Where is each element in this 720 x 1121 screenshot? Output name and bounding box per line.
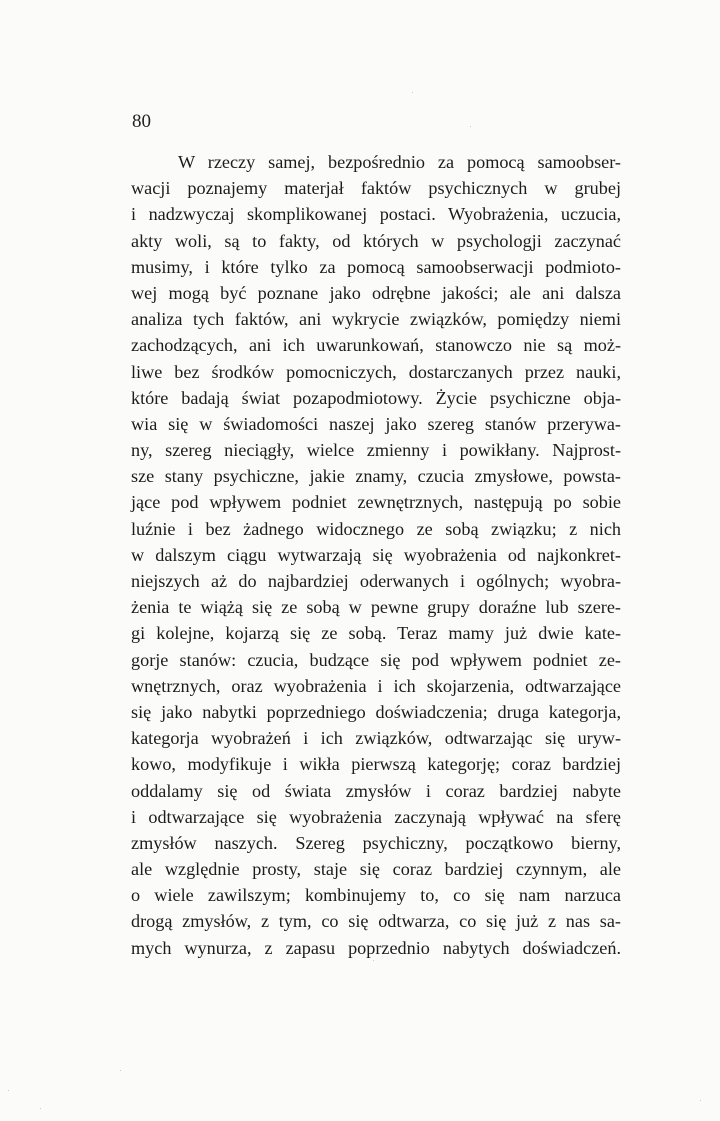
scan-speck [120,1070,121,1071]
text-line: wej mogą być poznane jako odrębne jakości; ale ani dalsza [131,282,621,303]
scan-speck [40,1108,41,1109]
text-line: wnętrznych, oraz wyobrażenia i ich skojarzenia, odtwarzające [131,675,621,696]
text-line: analiza tych faktów, ani wykrycie związków, pomiędzy niemi [131,309,621,330]
text-line: oddalamy się od świata zmysłów i coraz bardziej nabyte [131,780,621,801]
text-line: ale względnie prosty, staje się coraz bardziej czynnym, ale [131,859,621,880]
text-line: liwe bez środków pomocniczych, dostarczanych przez nauki, [131,361,621,382]
scan-speck [373,960,374,961]
text-line: zmysłów naszych. Szereg psychiczny, początkowo bierny, [131,832,621,853]
body-text [131,149,621,961]
text-line: akty woli, są to fakty, od których w psychologji zaczynać [131,230,621,251]
text-line: w dalszym ciągu wytwarzają się wyobrażenia od najkonkret- [131,544,621,565]
text-line: wacji poznajemy materjał faktów psychicznych w grubej [131,178,621,199]
page-number: 80 [132,111,151,132]
scan-speck [700,1100,701,1101]
text-line: kategorja wyobrażeń i ich związków, odtwarzając się uryw- [131,728,621,749]
text-line: sze stany psychiczne, jakie znamy, czucia zmysłowe, powsta- [131,466,621,487]
text-line: niejszych aż do najbardziej oderwanych i ogólnych; wyobra- [131,571,621,591]
text-line: luźnie i bez żadnego widocznego ze sobą związku; z nich [131,518,621,539]
text-line: i nadzwyczaj skomplikowanej postaci. Wyobrażenia, uczucia, [131,204,621,225]
text-line: mych wynurza, z zapasu poprzednio nabytych doświadczeń. [131,937,621,958]
text-line: drogą zmysłów, z tym, co się odtwarza, co się już z nas sa- [131,911,621,932]
scan-speck [470,126,471,127]
text-line: wia się w świadomości naszej jako szereg stanów przerywa- [131,413,621,434]
text-line: się jako nabytki poprzedniego doświadczenia; druga kategorja, [131,701,621,722]
text-line: ny, szereg nieciągły, wielce zmienny i powikłany. Najprost- [131,440,621,461]
text-line: żenia te wiążą się ze sobą w pewne grupy doraźne lub szere- [131,597,621,618]
text-line: gorje stanów: czucia, budzące się pod wpływem podniet ze- [131,649,621,670]
text-line: W rzeczy samej, bezpośrednio za pomocą samoobser- [178,152,621,172]
text-line: jące pod wpływem podniet zewnętrznych, następują po sobie [131,492,621,513]
text-line: kowo, modyfikuje i wikła pierwszą kategorję; coraz bardziej [131,754,621,775]
text-line: o wiele zawilszym; kombinujemy to, co się nam narzuca [131,885,621,906]
text-line: które badają świat pozapodmiotowy. Życie psychiczne obja- [131,387,621,408]
scan-speck [8,1090,9,1091]
text-line: gi kolejne, kojarzą się ze sobą. Teraz mamy już dwie kate- [131,623,621,644]
text-line: musimy, i które tylko za pomocą samoobserwacji podmioto- [131,256,621,277]
text-line: zachodzących, ani ich uwarunkowań, stanowczo nie są moż- [131,335,621,356]
text-line: i odtwarzające się wyobrażenia zaczynają wpływać na sferę [131,806,621,827]
scan-speck [412,92,413,93]
